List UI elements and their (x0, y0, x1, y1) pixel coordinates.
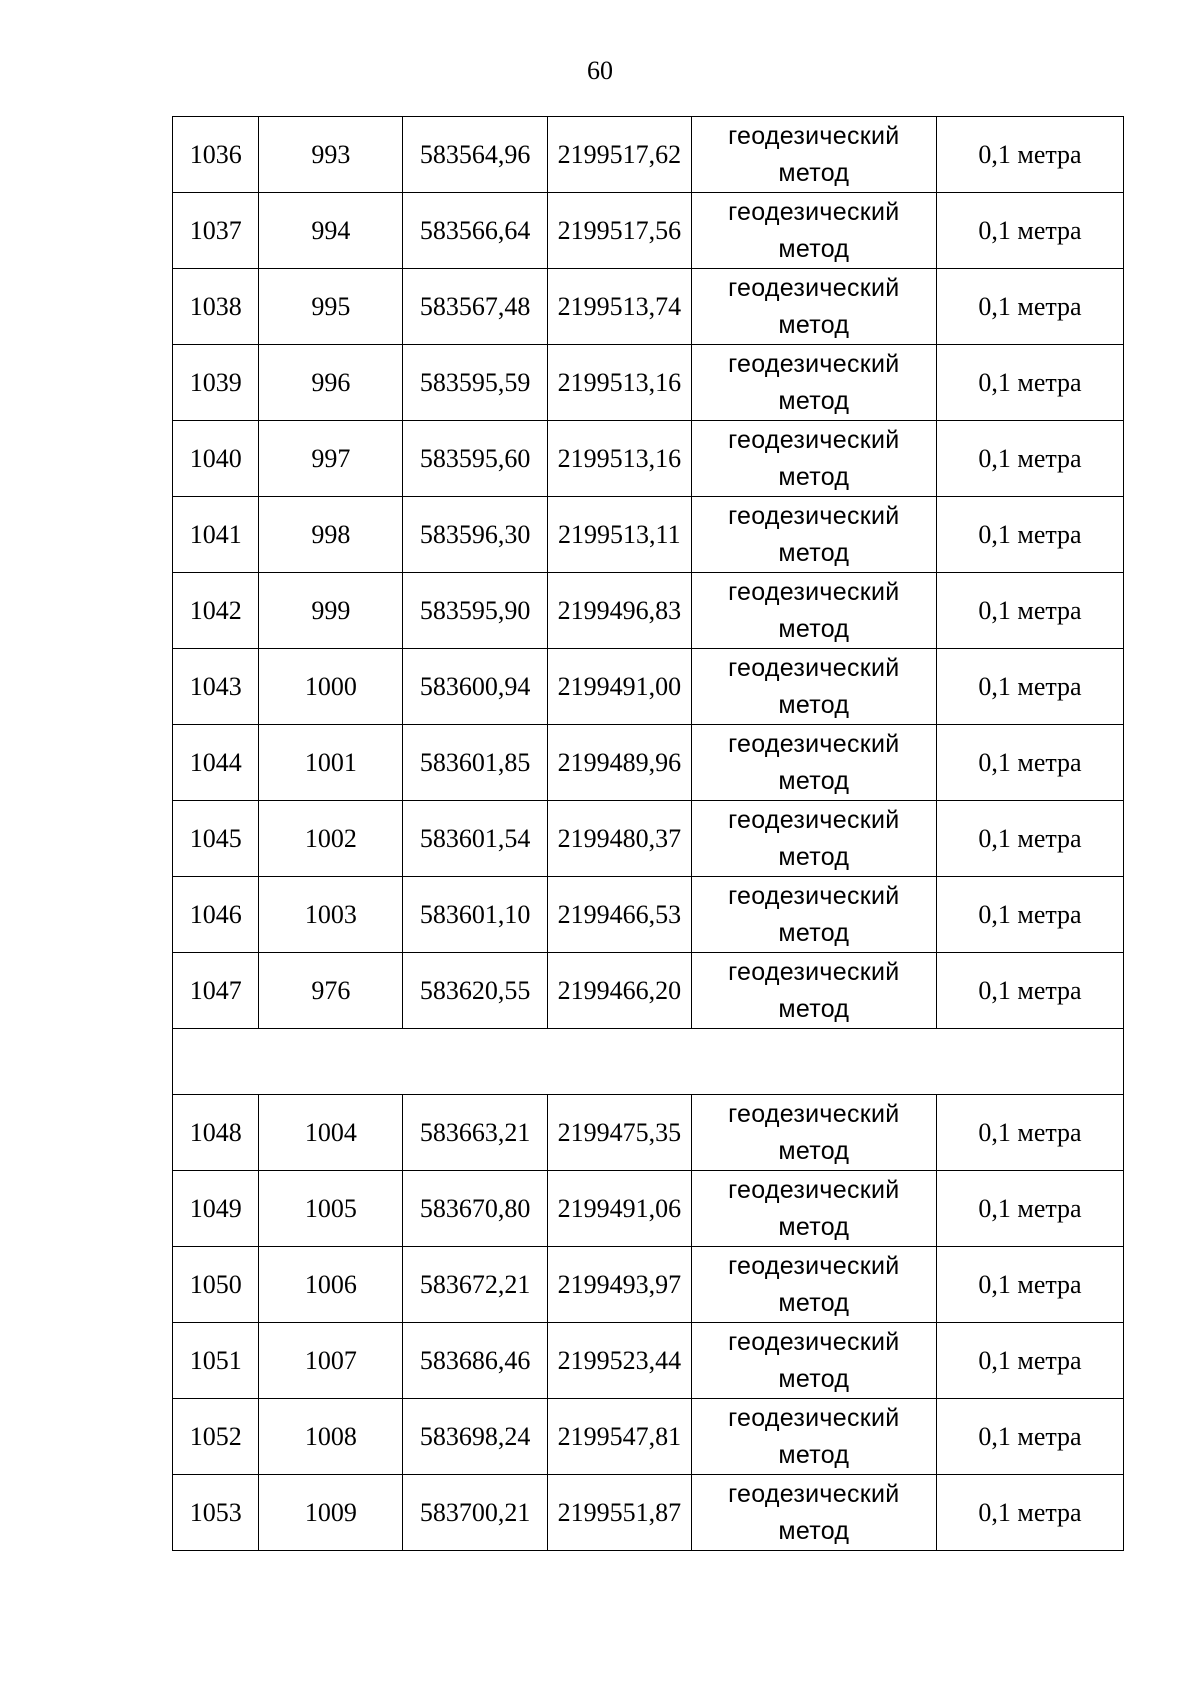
point-number-cell: 1048 (173, 1095, 259, 1171)
boundary-point-cell: 997 (259, 421, 403, 497)
accuracy-cell: 0,1 метра (936, 573, 1123, 649)
boundary-point-cell: 998 (259, 497, 403, 573)
method-line-1: геодезический (728, 653, 900, 682)
method-line-1: геодезический (728, 729, 900, 758)
method-line-2: метод (778, 766, 850, 795)
method-line-2: метод (778, 994, 850, 1023)
accuracy-cell: 0,1 метра (936, 193, 1123, 269)
table-row (173, 877, 1124, 953)
point-number-cell: 1046 (173, 877, 259, 953)
coordinates-table-body (173, 117, 1124, 1551)
boundary-point-cell: 994 (259, 193, 403, 269)
point-number-cell: 1041 (173, 497, 259, 573)
x-coordinate-cell: 583567,48 (403, 269, 548, 345)
table-row (173, 1095, 1124, 1171)
table-row (173, 1323, 1124, 1399)
y-coordinate-cell: 2199493,97 (547, 1247, 691, 1323)
x-coordinate-cell: 583595,90 (403, 573, 548, 649)
x-coordinate-cell: 583663,21 (403, 1095, 548, 1171)
table-row (173, 497, 1124, 573)
point-number-cell: 1044 (173, 725, 259, 801)
y-coordinate-cell: 2199491,00 (547, 649, 691, 725)
accuracy-cell: 0,1 метра (936, 1475, 1123, 1551)
method-cell (691, 1475, 936, 1551)
method-line-2: метод (778, 1440, 850, 1469)
point-number-cell: 1047 (173, 953, 259, 1029)
x-coordinate-cell: 583620,55 (403, 953, 548, 1029)
method-cell (691, 269, 936, 345)
y-coordinate-cell: 2199513,11 (547, 497, 691, 573)
boundary-point-cell: 1008 (259, 1399, 403, 1475)
method-line-1: геодезический (728, 1099, 900, 1128)
y-coordinate-cell: 2199480,37 (547, 801, 691, 877)
y-coordinate-cell: 2199547,81 (547, 1399, 691, 1475)
accuracy-cell: 0,1 метра (936, 801, 1123, 877)
method-line-1: геодезический (728, 881, 900, 910)
method-line-1: геодезический (728, 1403, 900, 1432)
boundary-point-cell: 995 (259, 269, 403, 345)
accuracy-cell: 0,1 метра (936, 725, 1123, 801)
method-cell (691, 1095, 936, 1171)
boundary-point-cell: 1006 (259, 1247, 403, 1323)
x-coordinate-cell: 583670,80 (403, 1171, 548, 1247)
method-line-2: метод (778, 158, 850, 187)
x-coordinate-cell: 583596,30 (403, 497, 548, 573)
point-number-cell: 1053 (173, 1475, 259, 1551)
x-coordinate-cell: 583601,85 (403, 725, 548, 801)
method-line-1: геодезический (728, 1327, 900, 1356)
boundary-point-cell: 976 (259, 953, 403, 1029)
x-coordinate-cell: 583564,96 (403, 117, 548, 193)
point-number-cell: 1043 (173, 649, 259, 725)
method-cell (691, 953, 936, 1029)
method-line-1: геодезический (728, 957, 900, 986)
table-row (173, 649, 1124, 725)
point-number-cell: 1049 (173, 1171, 259, 1247)
point-number-cell: 1037 (173, 193, 259, 269)
method-line-2: метод (778, 1516, 850, 1545)
boundary-point-cell: 1009 (259, 1475, 403, 1551)
accuracy-cell: 0,1 метра (936, 421, 1123, 497)
y-coordinate-cell: 2199489,96 (547, 725, 691, 801)
method-line-2: метод (778, 918, 850, 947)
table-row (173, 1247, 1124, 1323)
method-line-2: метод (778, 614, 850, 643)
x-coordinate-cell: 583698,24 (403, 1399, 548, 1475)
table-row (173, 1475, 1124, 1551)
method-cell (691, 1247, 936, 1323)
x-coordinate-cell: 583595,59 (403, 345, 548, 421)
x-coordinate-cell: 583700,21 (403, 1475, 548, 1551)
accuracy-cell: 0,1 метра (936, 1095, 1123, 1171)
method-cell (691, 497, 936, 573)
point-number-cell: 1052 (173, 1399, 259, 1475)
accuracy-cell: 0,1 метра (936, 953, 1123, 1029)
y-coordinate-cell: 2199466,20 (547, 953, 691, 1029)
table-row (173, 345, 1124, 421)
coordinates-table (172, 116, 1124, 1551)
method-line-1: геодезический (728, 577, 900, 606)
point-number-cell: 1038 (173, 269, 259, 345)
table-row (173, 193, 1124, 269)
accuracy-cell: 0,1 метра (936, 497, 1123, 573)
method-cell (691, 117, 936, 193)
method-line-2: метод (778, 842, 850, 871)
boundary-point-cell: 1001 (259, 725, 403, 801)
y-coordinate-cell: 2199517,56 (547, 193, 691, 269)
method-line-2: метод (778, 1364, 850, 1393)
boundary-point-cell: 1004 (259, 1095, 403, 1171)
page-number: 60 (587, 56, 613, 85)
point-number-cell: 1045 (173, 801, 259, 877)
table-row (173, 1399, 1124, 1475)
accuracy-cell: 0,1 метра (936, 1247, 1123, 1323)
method-cell (691, 421, 936, 497)
method-line-1: геодезический (728, 425, 900, 454)
method-line-1: геодезический (728, 501, 900, 530)
y-coordinate-cell: 2199513,74 (547, 269, 691, 345)
method-line-1: геодезический (728, 197, 900, 226)
method-line-2: метод (778, 386, 850, 415)
y-coordinate-cell: 2199491,06 (547, 1171, 691, 1247)
method-line-2: метод (778, 310, 850, 339)
x-coordinate-cell: 583601,54 (403, 801, 548, 877)
method-cell (691, 877, 936, 953)
table-row (173, 953, 1124, 1029)
y-coordinate-cell: 2199513,16 (547, 421, 691, 497)
accuracy-cell: 0,1 метра (936, 345, 1123, 421)
table-row (173, 573, 1124, 649)
method-cell (691, 725, 936, 801)
x-coordinate-cell: 583601,10 (403, 877, 548, 953)
boundary-point-cell: 999 (259, 573, 403, 649)
boundary-point-cell: 1005 (259, 1171, 403, 1247)
x-coordinate-cell: 583595,60 (403, 421, 548, 497)
y-coordinate-cell: 2199496,83 (547, 573, 691, 649)
point-number-cell: 1051 (173, 1323, 259, 1399)
x-coordinate-cell: 583566,64 (403, 193, 548, 269)
y-coordinate-cell: 2199523,44 (547, 1323, 691, 1399)
accuracy-cell: 0,1 метра (936, 1323, 1123, 1399)
method-line-1: геодезический (728, 121, 900, 150)
method-line-1: геодезический (728, 1175, 900, 1204)
y-coordinate-cell: 2199517,62 (547, 117, 691, 193)
empty-separator-cell (173, 1029, 1124, 1095)
y-coordinate-cell: 2199513,16 (547, 345, 691, 421)
point-number-cell: 1040 (173, 421, 259, 497)
method-line-1: геодезический (728, 349, 900, 378)
accuracy-cell: 0,1 метра (936, 1399, 1123, 1475)
y-coordinate-cell: 2199466,53 (547, 877, 691, 953)
method-line-2: метод (778, 462, 850, 491)
boundary-point-cell: 1002 (259, 801, 403, 877)
accuracy-cell: 0,1 метра (936, 117, 1123, 193)
boundary-point-cell: 1003 (259, 877, 403, 953)
method-cell (691, 649, 936, 725)
point-number-cell: 1042 (173, 573, 259, 649)
table-row (173, 801, 1124, 877)
accuracy-cell: 0,1 метра (936, 1171, 1123, 1247)
y-coordinate-cell: 2199475,35 (547, 1095, 691, 1171)
accuracy-cell: 0,1 метра (936, 649, 1123, 725)
point-number-cell: 1039 (173, 345, 259, 421)
boundary-point-cell: 996 (259, 345, 403, 421)
method-cell (691, 573, 936, 649)
table-row (173, 1171, 1124, 1247)
accuracy-cell: 0,1 метра (936, 269, 1123, 345)
method-cell (691, 1399, 936, 1475)
method-line-2: метод (778, 1288, 850, 1317)
empty-separator-row (173, 1029, 1124, 1095)
method-cell (691, 801, 936, 877)
point-number-cell: 1036 (173, 117, 259, 193)
method-cell (691, 1171, 936, 1247)
method-line-2: метод (778, 234, 850, 263)
method-line-2: метод (778, 1136, 850, 1165)
method-line-1: геодезический (728, 273, 900, 302)
boundary-point-cell: 1000 (259, 649, 403, 725)
method-line-1: геодезический (728, 805, 900, 834)
accuracy-cell: 0,1 метра (936, 877, 1123, 953)
table-row (173, 117, 1124, 193)
x-coordinate-cell: 583686,46 (403, 1323, 548, 1399)
x-coordinate-cell: 583672,21 (403, 1247, 548, 1323)
table-row (173, 269, 1124, 345)
method-line-2: метод (778, 1212, 850, 1241)
method-line-1: геодезический (728, 1479, 900, 1508)
method-cell (691, 193, 936, 269)
method-line-2: метод (778, 690, 850, 719)
boundary-point-cell: 1007 (259, 1323, 403, 1399)
method-line-2: метод (778, 538, 850, 567)
y-coordinate-cell: 2199551,87 (547, 1475, 691, 1551)
table-row (173, 725, 1124, 801)
method-cell (691, 1323, 936, 1399)
boundary-point-cell: 993 (259, 117, 403, 193)
table-row (173, 421, 1124, 497)
method-cell (691, 345, 936, 421)
point-number-cell: 1050 (173, 1247, 259, 1323)
x-coordinate-cell: 583600,94 (403, 649, 548, 725)
method-line-1: геодезический (728, 1251, 900, 1280)
